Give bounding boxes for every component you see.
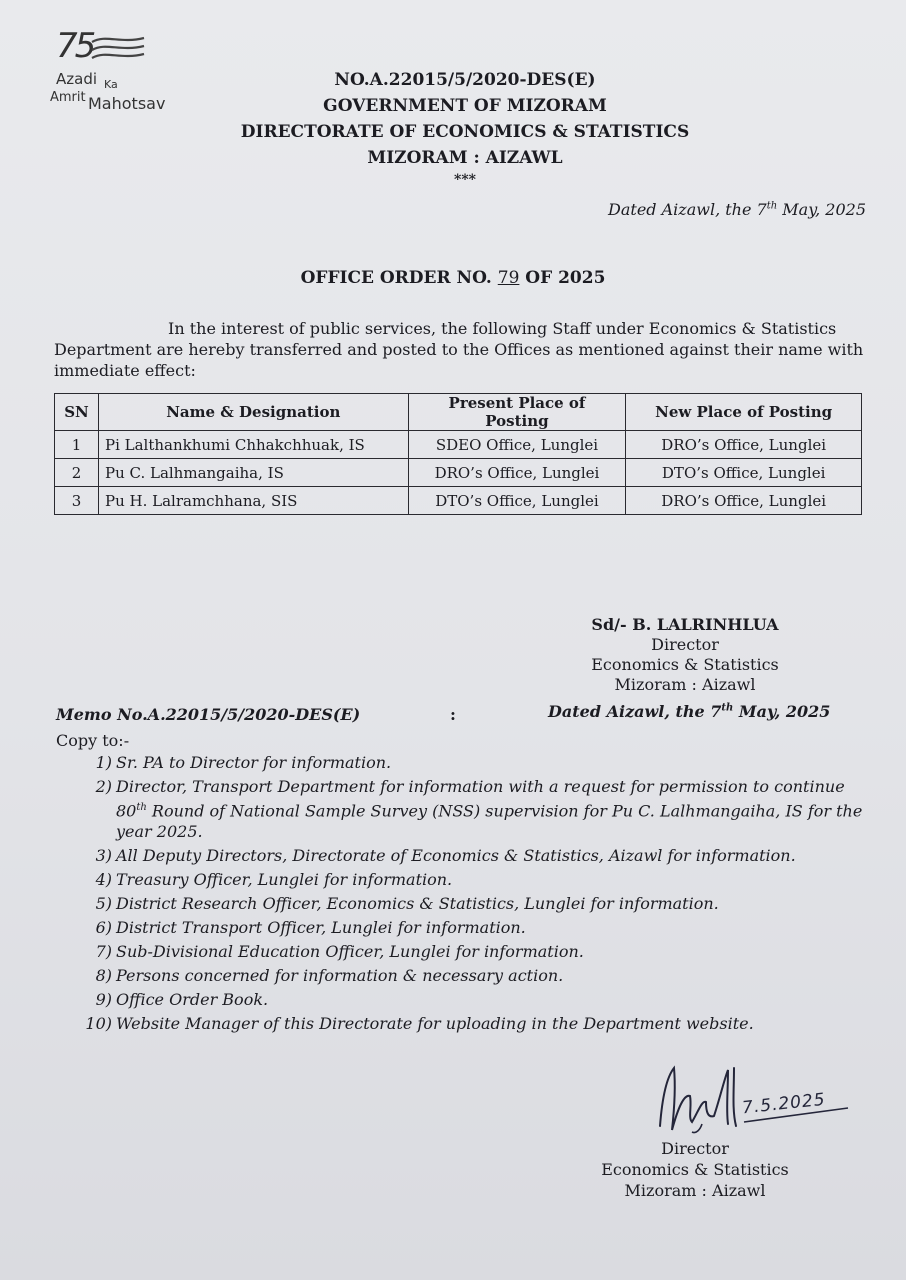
table-row [55,459,862,487]
list-item: 5) District Research Officer, Economics & Statistics, Lunglei for information. [95,894,719,914]
signatory-name: Sd/- B. LALRINHLUA [591,615,779,634]
office-order-title: OFFICE ORDER NO. 79 OF 2025 [300,268,606,288]
flag-stripes-icon [86,34,148,68]
logo-number: 75 [56,26,94,66]
list-item: 6) District Transport Officer, Lunglei for information. [95,918,526,938]
azadi-ka-amrit-mahotsav-logo [50,24,180,116]
cell-sn: 1 [55,431,99,459]
list-item: 7) Sub-Divisional Education Officer, Lunglei for information. [95,942,584,962]
copy-to-list [70,752,870,1037]
memo-date: Dated Aizawl, the 7th May, 2025 [548,702,831,721]
signatory2-department: Economics & Statistics [601,1160,789,1179]
table-row [55,487,862,515]
column-header-new-posting: New Place of Posting [626,394,862,431]
signatory-title: Director [651,635,719,654]
table-header-row [55,394,862,431]
cell-sn: 3 [55,487,99,515]
memo-reference: Memo No.A.22015/5/2020-DES(E) [56,705,361,724]
list-item: 2) Director, Transport Department for information with a request for permission to continue 80th Round of National Sample Survey (NSS) supervision for Pu C. Lalhmangaiha, IS for the year 2025. [95,777,863,842]
signatory2-title: Director [661,1139,729,1158]
signatory-department: Economics & Statistics [591,655,779,674]
transfer-table [54,393,862,515]
issue-date: Dated Aizawl, the 7th May, 2025 [608,200,866,219]
copy-to-label: Copy to:- [56,731,130,750]
cell-sn: 2 [55,459,99,487]
column-header-sn: SN [55,394,99,431]
column-header-name: Name & Designation [98,394,408,431]
government-name: GOVERNMENT OF MIZORAM [323,96,607,116]
order-reference-number: NO.A.22015/5/2020-DES(E) [334,70,596,90]
list-item: 9) Office Order Book. [95,990,269,1010]
directorate-place: MIZORAM : AIZAWL [367,148,563,168]
office-order-number: 79 [497,268,520,288]
logo-azadi: Azadi [56,70,98,88]
column-header-present-posting: Present Place of Posting [408,394,626,431]
memo-separator: : [450,705,456,724]
logo-amrit: Amrit [50,90,86,105]
cell-name: Pu C. Lalhmangaiha, IS [98,459,408,487]
cell-present-posting: DRO’s Office, Lunglei [408,459,626,487]
directorate-name: DIRECTORATE OF ECONOMICS & STATISTICS [240,122,690,142]
handwritten-date: 7.5.2025 [741,1089,827,1119]
logo-mahotsav: Mahotsav [88,94,166,113]
cell-new-posting: DRO’s Office, Lunglei [626,487,862,515]
intro-paragraph: In the interest of public services, the following Staff under Economics & Statistics Department are hereby transferred and posted to the Offices as mentioned against their name with immediate effect: [54,319,864,380]
header-stars: *** [454,172,476,188]
table-row [55,431,862,459]
cell-name: Pu H. Lalramchhana, SIS [98,487,408,515]
signatory2-place: Mizoram : Aizawl [624,1181,766,1200]
signatory-block [560,615,810,695]
list-item: 10) Website Manager of this Directorate for uploading in the Department website. [85,1014,754,1034]
cell-new-posting: DTO’s Office, Lunglei [626,459,862,487]
list-item: 3) All Deputy Directors, Directorate of Economics & Statistics, Aizawl for information. [95,846,796,866]
cell-present-posting: SDEO Office, Lunglei [408,431,626,459]
cell-new-posting: DRO’s Office, Lunglei [626,431,862,459]
cell-name: Pi Lalthankhumi Chhakchhuak, IS [98,431,408,459]
signatory-block-2 [575,1138,815,1201]
list-item: 1) Sr. PA to Director for information. [95,753,392,772]
list-item: 4) Treasury Officer, Lunglei for information. [95,870,453,890]
list-item: 8) Persons concerned for information & necessary action. [95,966,564,986]
logo-ka: Ka [104,78,118,91]
cell-present-posting: DTO’s Office, Lunglei [408,487,626,515]
signatory-place: Mizoram : Aizawl [614,675,756,694]
